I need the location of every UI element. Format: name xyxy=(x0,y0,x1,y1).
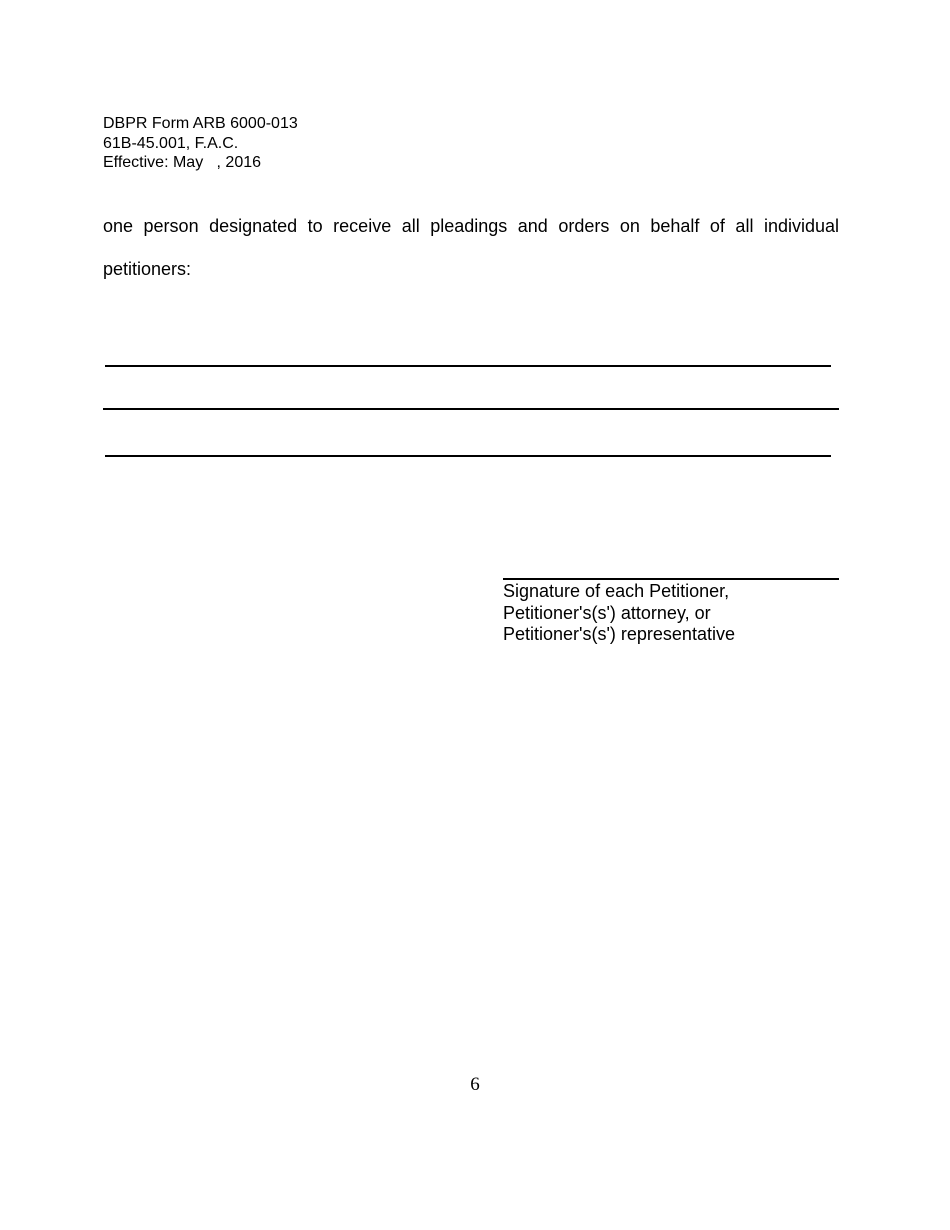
signature-caption-line-3: Petitioner's(s') representative xyxy=(503,624,735,644)
form-number: DBPR Form ARB 6000-013 xyxy=(103,115,298,132)
signature-caption-line-1: Signature of each Petitioner, xyxy=(503,581,730,601)
body-text-line-2: petitioners: xyxy=(103,259,192,279)
signature-caption xyxy=(503,581,735,646)
signature-caption-line-2: Petitioner's(s') attorney, or xyxy=(503,602,711,623)
form-header xyxy=(103,114,298,173)
blank-line-1 xyxy=(105,365,831,367)
blank-line-3 xyxy=(105,455,831,457)
blank-line-2 xyxy=(103,408,839,410)
body-text-line-1: one person designated to receive all pleadings and orders on behalf of all individual xyxy=(103,216,839,236)
signature-line xyxy=(503,578,839,580)
effective-date: Effective: May , 2016 xyxy=(103,154,262,171)
rule-citation: 61B-45.001, F.A.C. xyxy=(103,134,239,152)
page-number: 6 xyxy=(470,1074,480,1095)
